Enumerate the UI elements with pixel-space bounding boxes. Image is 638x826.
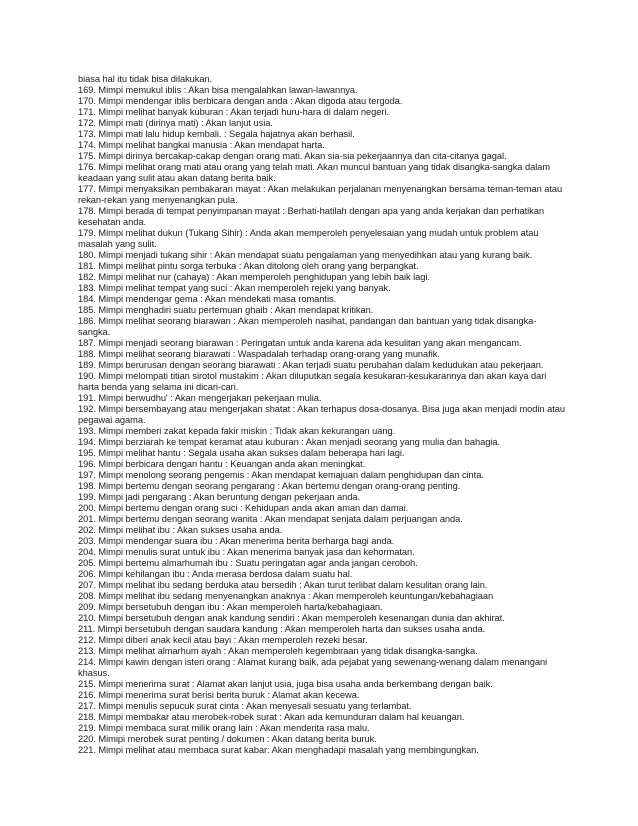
dream-entry: 208. Mimpi melihat ibu sedang menyenangkan anaknya : Akan memperoleh keuntungan/kebahagiaan xyxy=(78,591,494,601)
dream-entry: 194. Mimpi berziarah ke tempat keramat atau kuburan : Akan menjadi seorang yang mulia dan bahagia. xyxy=(78,437,500,447)
dream-entry: 201. Mimpi bertemu dengan seorang wanita : Akan mendapat senjata dalam perjuangan anda. xyxy=(78,514,463,524)
dream-entry: 186. Mimpi melihat seorang biarawan : Akan memperoleh nasihat, pandangan dan bantuan yang tidak disangka-sangka. xyxy=(78,316,537,337)
dream-entry: 210. Mimpi bersetubuh dengan anak kandung sendiri : Akan memperoleh kesenangan dunia dan akhirat. xyxy=(78,613,505,623)
dream-entry: 199. Mimpi jadi pengarang : Akan beruntung dengan pekerjaan anda. xyxy=(78,492,361,502)
dream-entry: 211. Mimpi bersetubuh dengan saudara kandung : Akan memperoleh harta dan sukses usaha anda. xyxy=(78,624,486,634)
continuation-text: biasa hal itu tidak bisa dilakukan. xyxy=(78,74,213,84)
dream-entry: 220. Mimipi merobek surat penting / dokumen : Akan datang berita buruk. xyxy=(78,734,377,744)
dream-entry: 213. Mimpi melihat almarhum ayah : Akan memperoleh kegembiraan yang tidak disangka-sangka. xyxy=(78,646,478,656)
dream-entry: 218. Mimpi membakar atau merobek-robek surat : Akan ada kemunduran dalam hal keuangan. xyxy=(78,712,465,722)
dream-entry: 170. Mimpi mendengar iblis berbicara dengan anda : Akan digoda atau tergoda. xyxy=(78,96,403,106)
dream-entry: 215. Mimpi menerima surat : Alamat akan lanjut usia, juga bisa usaha anda berkembang dengan baik. xyxy=(78,679,493,689)
dream-entry: 219. Mimpi membaca surat milik orang lain : Akan menderita rasa malu. xyxy=(78,723,370,733)
dream-entry: 185. Mimpi menghadiri suatu pertemuan ghaib : Akan mendapat kritikan. xyxy=(78,305,374,315)
dream-entry: 174. Mimpi melihat bangkai manusia : Akan mendapat harta. xyxy=(78,140,325,150)
dream-entry: 200. Mimpi bertemu dengan orang suci : Kehidupan anda akan aman dan damai. xyxy=(78,503,409,513)
dream-entry: 183. Mimpi melihat tempat yang suci : Akan memperoleh rejeki yang banyak. xyxy=(78,283,391,293)
dream-entry: 207. Mimpi melihat ibu sedang berduka atau bersedih : Akan turut terlibat dalam kesulitan orang lain. xyxy=(78,580,488,590)
dream-entry: 180. Mimpi menjadi tukang sihir : Akan mendapat suatu pengalaman yang menyedihkan atau yang kurang baik. xyxy=(78,250,533,260)
dream-entry: 191. Mimpi berwudhu' : Akan mengerjakan pekerjaan mulia. xyxy=(78,393,322,403)
dream-entry: 175. Mimpi dirinya bercakap-cakap dengan orang mati. Akan sia-sia pekerjaannya dan cita-citanya gagal. xyxy=(78,151,507,161)
dream-entry: 197. Mimpi menolong seorang pengemis : Akan mendapat kemajuan dalam penghidupan dan cinta. xyxy=(78,470,484,480)
dream-entry: 195. Mimpi melihat hantu : Segala usaha akan sukses dalam beberapa hari lagi. xyxy=(78,448,405,458)
dream-entry: 187. Mimpi menjadi seorang biarawan : Peringatan untuk anda karena ada kesulitan yang akan mengancam. xyxy=(78,338,522,348)
dream-entry: 217. Mimpi menulis sepucuk surat cinta : Akan menyesali sesuatu yang terlambat. xyxy=(78,701,412,711)
dream-entry: 216. Mimpi menerima surat berisi berita buruk : Alamat akan kecewa. xyxy=(78,690,360,700)
dream-entry: 193. Mimpi memberi zakat kepada fakir miskin : Tidak akan kekurangan uang. xyxy=(78,426,396,436)
dream-entry: 209. Mimpi bersetubuh dengan ibu : Akan memperoleh harta/kebahagiaan. xyxy=(78,602,383,612)
dream-entry: 172. Mimpi mati (dirinya mati) : Akan lanjut usia. xyxy=(78,118,273,128)
dream-entry: 189. Mimpi berurusan dengan seorang biarawati : Akan terjadi suatu perubahan dalam kedudukan atau pekerjaan. xyxy=(78,360,544,370)
dream-entry: 177. Mimpi menyaksikan pembakaran mayat : Akan melakukan perjalanan menyenangkan bersama teman-teman atau rekan-rekan yang menyenangkan pula. xyxy=(78,184,563,205)
dream-entry: 196. Mimpi berbicara dengan hantu : Keuangan anda akan meningkat. xyxy=(78,459,366,469)
dream-entry: 206. Mimpi kehilangan ibu : Anda merasa berdosa dalam suatu hal. xyxy=(78,569,353,579)
dream-entry: 169. Mimpi memukul iblis : Akan bisa mengalahkan lawan-lawannya. xyxy=(78,85,358,95)
dream-entry: 188. Mimpi melihat seorang biarawati : Waspadalah terhadap orang-orang yang munafik. xyxy=(78,349,440,359)
dream-entry: 198. Mimpi bertemu dengan seorang pengarang : Akan bertemu dengan orang-orang penting. xyxy=(78,481,461,491)
dream-entry: 221. Mimpi melihat atau membaca surat kabar: Akan menghadapi masalah yang membingungkan. xyxy=(78,745,479,755)
dream-entry: 173. Mimpi mati lalu hidup kembali. : Segala hajatnya akan berhasil. xyxy=(78,129,355,139)
dream-entry: 192. Mimpi bersembayang atau mengerjakan shatat : Akan terhapus dosa-dosanya. Bisa juga akan menjadi modin atau pegawai agama. xyxy=(78,404,565,425)
dream-entry: 181. Mimpi melihat pintu sorga terbuka : Akan ditolong oleh orang yang berpangkat. xyxy=(78,261,419,271)
dream-entry: 178. Mimpi berada di tempat penyimpanan mayat : Berhati-hatilah dengan apa yang anda kerjakan dan perhatikan kesehatan anda. xyxy=(78,206,544,227)
dream-entry: 176. Mimpi melihat orang mati atau orang yang telah mati. Akan muncul bantuan yang tidak disangka-sangka dalam keadaan yang sulit atau akan datang berita baik. xyxy=(78,162,551,183)
dream-entry: 203. Mimpi mendengar suara ibu : Akan menerima berita berharga bagi anda. xyxy=(78,536,395,546)
dream-entry: 214. Mimpi kawin dengan isteri orang : Alamat kurang baik, ada pejabat yang sewenang-wenang dalam menangani khasus. xyxy=(78,657,548,678)
dream-entry: 184. Mimpi mendengar gema : Akan mendekati masa romantis. xyxy=(78,294,337,304)
dream-entry: 212. Mimpi diberi anak kecil atau bayi : Akan memperoleh rezeki besar. xyxy=(78,635,368,645)
dream-entry: 202. Mimpi melihat ibu : Akan sukses usaha anda. xyxy=(78,525,283,535)
dream-entry: 171. Mimpi melihat banyak kuburan : Akan terjadi huru-hara di dalam negeri. xyxy=(78,107,389,117)
dream-entry: 204. Mimpi menulis surat untuk ibu : Akan menerima banyak jasa dan kehormatan. xyxy=(78,547,415,557)
dream-entry: 190. Mimpi melompati titian sirotol mustakim : Akan diluputkan segala kesukaran-kesukarannya dan akan kaya dari harta benda yang selama ini dicari-cari. xyxy=(78,371,547,392)
dream-entry: 205. Mimpi bertemu almarhumah ibu : Suatu peringatan agar anda jangan ceroboh. xyxy=(78,558,418,568)
dream-entry: 179. Mimpi melihat dukun (Tukang Sihir) : Anda akan memperoleh penyelesaian yang mudah untuk problem atau masalah yang sulit. xyxy=(78,228,539,249)
dream-entry: 182. Mimpi melihat nur (cahaya) : Akan memperoleh penghidupan yang lebih baik lagi. xyxy=(78,272,430,282)
document-page xyxy=(78,74,566,756)
